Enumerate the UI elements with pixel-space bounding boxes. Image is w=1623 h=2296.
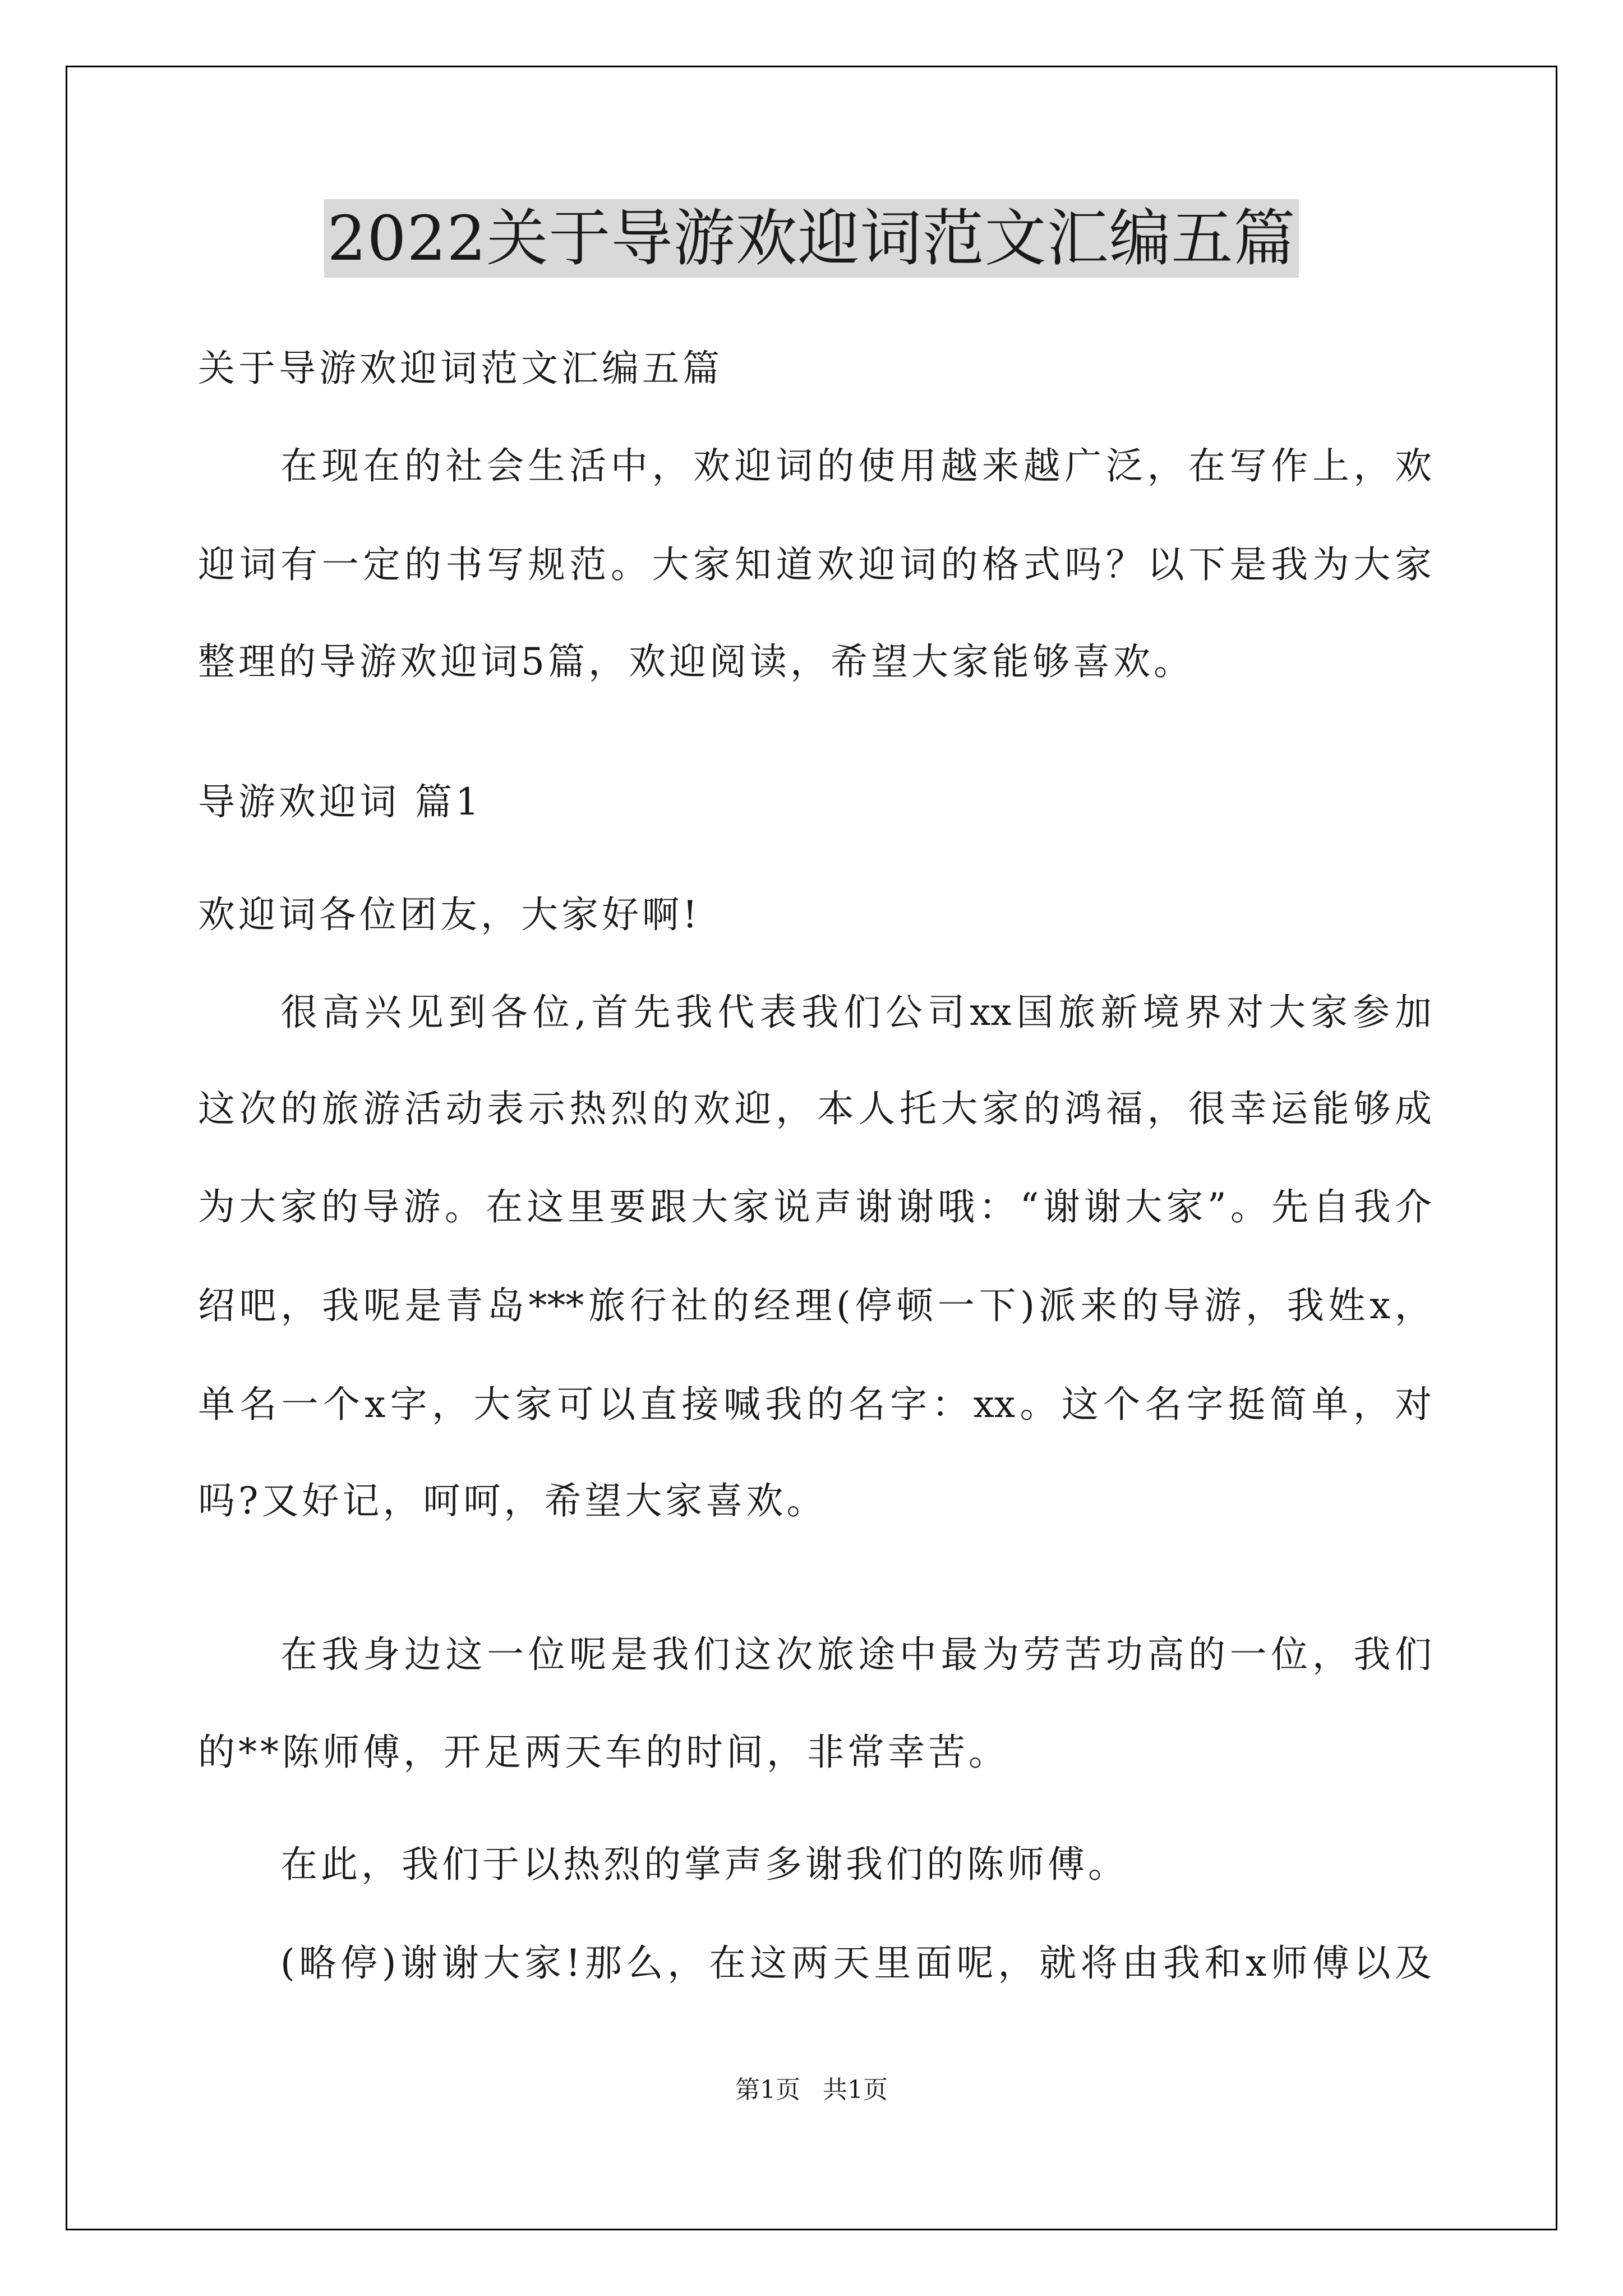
page-footer	[0, 2073, 1623, 2107]
paragraph-line: 单名一个x字，大家可以直接喊我的名字：xx。这个名字挺简单，对	[198, 1383, 1432, 1426]
document-title: 2022关于导游欢迎词范文汇编五篇	[324, 199, 1299, 278]
page-number: 第1页	[735, 2076, 800, 2104]
paragraph-line: (略停)谢谢大家!那么，在这两天里面呢，就将由我和x师傅以及	[280, 1941, 1432, 1985]
paragraph-line: 在我身边这一位呢是我们这次旅途中最为劳苦功高的一位，我们	[280, 1633, 1432, 1676]
paragraph-line: 很高兴见到各位,首先我代表我们公司xx国旅新境界对大家参加	[280, 991, 1432, 1034]
paragraph-line: 整理的导游欢迎词5篇，欢迎阅读，希望大家能够喜欢。	[198, 640, 1194, 683]
paragraph-line: 吗?又好记，呵呵，希望大家喜欢。	[198, 1479, 827, 1522]
paragraph-line: 的**陈师傅，开足两天车的时间，非常幸苦。	[198, 1731, 1009, 1774]
paragraph-line: 这次的旅游活动表示热烈的欢迎，本人托大家的鸿福，很幸运能够成	[198, 1087, 1432, 1130]
paragraph-line: 在此，我们于以热烈的掌声多谢我们的陈师傅。	[280, 1843, 1128, 1886]
paragraph-line: 为大家的导游。在这里要跟大家说声谢谢哦：“谢谢大家”。先自我介	[198, 1185, 1432, 1228]
paragraph-line: 迎词有一定的书写规范。大家知道欢迎词的格式吗？以下是我为大家	[198, 543, 1432, 586]
section-heading: 导游欢迎词 篇1	[198, 780, 482, 823]
subtitle-line: 关于导游欢迎词范文汇编五篇	[198, 347, 723, 390]
paragraph-line: 绍吧，我呢是青岛***旅行社的经理(停顿一下)派来的导游，我姓x，	[198, 1284, 1432, 1327]
page-total: 共1页	[823, 2076, 888, 2104]
paragraph-line: 欢迎词各位团友，大家好啊!	[198, 893, 701, 936]
document-title-block	[0, 199, 1623, 278]
paragraph-line: 在现在的社会生活中，欢迎词的使用越来越广泛，在写作上，欢	[280, 444, 1432, 487]
